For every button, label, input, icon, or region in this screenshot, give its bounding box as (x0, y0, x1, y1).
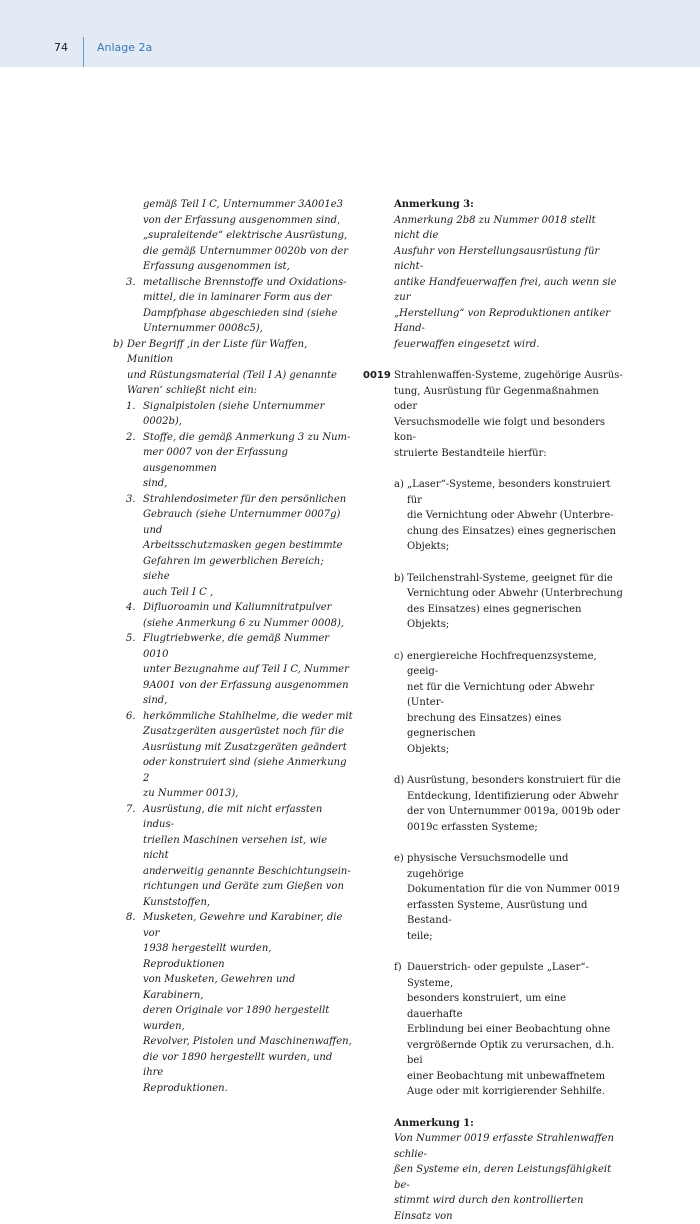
text-line: die vor 1890 hergestellt wurden, und ihre (143, 1050, 353, 1081)
text-line: Revolver, Pistolen und Maschinenwaffen, (143, 1034, 353, 1050)
text-line: Unternummer 0008c5), (143, 321, 353, 337)
text-line: richtungen und Geräte zum Gießen von (143, 879, 353, 895)
text-line: mittel, die in laminarer Form aus der (143, 290, 353, 306)
text-line: Entdeckung, Identifizierung oder Abwehr (407, 789, 623, 805)
list-item (113, 910, 353, 1096)
list-item (113, 709, 353, 802)
text-line: 1938 hergestellt wurden, Reproduktionen (143, 941, 353, 972)
sub-item (363, 851, 623, 944)
text-line: metallische Brennstoffe und Oxidations- (143, 275, 353, 291)
text-line: Der Begriff ‚in der Liste für Waffen, Munition (127, 337, 353, 368)
text-line: von Musketen, Gewehren und Karabinern, (143, 972, 353, 1003)
page-number: 74 (54, 41, 68, 54)
text-line: chung des Einsatzes) eines gegnerischen (407, 524, 623, 540)
text-line: deren Originale vor 1890 hergestellt wurden, (143, 1003, 353, 1034)
text-line: auch Teil I C , (143, 585, 353, 601)
sub-item (363, 773, 623, 835)
list-marker: 7. (126, 802, 136, 818)
text-line: Musketen, Gewehre und Karabiner, die vor (143, 910, 353, 941)
text-line: „Herstellung“ von Reproduktionen antiker Hand- (394, 306, 623, 337)
list-item (113, 802, 353, 911)
list-item (113, 631, 353, 709)
list-marker: 2. (126, 430, 136, 446)
page-header (0, 0, 700, 67)
list-marker: 5. (126, 631, 136, 647)
text-line: Erblindung bei einer Beobachtung ohne (407, 1022, 623, 1038)
text-line: des Einsatzes) eines gegnerischen Objekts; (407, 602, 623, 633)
text-line: sind, (143, 476, 353, 492)
text-line: net für die Vernichtung oder Abwehr (Unter- (407, 680, 623, 711)
note-3 (363, 197, 623, 352)
text-line: erfassten Systeme, Ausrüstung und Bestand- (407, 898, 623, 929)
text-line: der von Unternummer 0019a, 0019b oder (407, 804, 623, 820)
text-line: die Vernichtung oder Abwehr (Unterbre- (407, 508, 623, 524)
text-line: 9A001 von der Erfassung ausgenommen (143, 678, 353, 694)
note-heading: Anmerkung 1: (394, 1116, 623, 1132)
text-line: feuerwaffen eingesetzt wird. (394, 337, 623, 353)
text-line: Ausrüstung, die mit nicht erfassten indus- (143, 802, 353, 833)
text-line: sind, (143, 693, 353, 709)
sub-item (363, 477, 623, 555)
list-item (113, 337, 353, 399)
text-line: Ausrüstung mit Zusatzgeräten geändert (143, 740, 353, 756)
note-heading: Anmerkung 3: (394, 197, 623, 213)
text-line: teile; (407, 929, 623, 945)
text-line: brechung des Einsatzes) eines gegnerischen (407, 711, 623, 742)
text-line: 0002b), (143, 414, 353, 430)
text-line: (siehe Anmerkung 6 zu Nummer 0008), (143, 616, 353, 632)
text-line: physische Versuchsmodelle und zugehörige (407, 851, 623, 882)
note-1 (363, 1116, 623, 1224)
text-line: gemäß Teil I C, Unternummer 3A001e3 (143, 197, 353, 213)
header-divider (83, 37, 84, 67)
list-marker: e) (394, 851, 404, 867)
text-line: Arbeitsschutzmasken gegen bestimmte (143, 538, 353, 554)
text-line: „Laser“-Systeme, besonders konstruiert für (407, 477, 623, 508)
text-line: Gefahren im gewerblichen Bereich; siehe (143, 554, 353, 585)
text-line: Teilchenstrahl-Systeme, geeignet für die (407, 571, 623, 587)
text-line: stimmt wird durch den kontrollierten Einsatz von (394, 1193, 623, 1224)
text-line: vergrößernde Optik zu verursachen, d.h. bei (407, 1038, 623, 1069)
text-line: Dauerstrich- oder gepulste „Laser“-Systeme, (407, 960, 623, 991)
text-line: zu Nummer 0013), (143, 786, 353, 802)
list-marker: 3. (126, 275, 136, 291)
text-line: Dampfphase abgeschieden sind (siehe (143, 306, 353, 322)
text-line: Difluoroamin und Kaliumnitratpulver (143, 600, 353, 616)
list-marker: 4. (126, 600, 136, 616)
text-line: Objekts; (407, 742, 623, 758)
text-line: anderweitig genannte Beschichtungsein- (143, 864, 353, 880)
text-line: Reproduktionen. (143, 1081, 353, 1097)
text-line: Strahlenwaffen-Systeme, zugehörige Ausrüs- (394, 368, 623, 384)
text-line: unter Bezugnahme auf Teil I C, Nummer (143, 662, 353, 678)
text-line: Versuchsmodelle wie folgt und besonders kon- (394, 415, 623, 446)
text-line: triellen Maschinen versehen ist, wie nicht (143, 833, 353, 864)
text-line: Anmerkung 2b8 zu Nummer 0018 stellt nicht die (394, 213, 623, 244)
list-marker: b) (113, 337, 123, 353)
text-line: Zusatzgeräten ausgerüstet noch für die (143, 724, 353, 740)
text-line: Gebrauch (siehe Unternummer 0007g) und (143, 507, 353, 538)
list-marker: 6. (126, 709, 136, 725)
text-line: antike Handfeuerwaffen frei, auch wenn sie zur (394, 275, 623, 306)
list-marker: b) (394, 571, 404, 587)
text-line: Ausfuhr von Herstellungsausrüstung für nicht- (394, 244, 623, 275)
text-line: Von Nummer 0019 erfasste Strahlenwaffen schlie- (394, 1131, 623, 1162)
text-line: Vernichtung oder Abwehr (Unterbrechung (407, 586, 623, 602)
text-line: oder konstruiert sind (siehe Anmerkung 2 (143, 755, 353, 786)
text-line: mer 0007 von der Erfassung ausgenommen (143, 445, 353, 476)
continued-text (113, 197, 353, 275)
list-item (113, 430, 353, 492)
list-marker: f) (394, 960, 402, 976)
text-line: und Rüstungsmaterial (Teil I A) genannte (127, 368, 353, 384)
text-line: herkömmliche Stahlhelme, die weder mit (143, 709, 353, 725)
list-item (113, 275, 353, 337)
text-line: Ausrüstung, besonders konstruiert für die (407, 773, 623, 789)
text-line: besonders konstruiert, um eine dauerhafte (407, 991, 623, 1022)
entry-0019 (363, 368, 623, 461)
list-item (113, 600, 353, 631)
list-marker: 1. (126, 399, 136, 415)
sub-item (363, 960, 623, 1100)
text-line: „supraleitende“ elektrische Ausrüstung, (143, 228, 353, 244)
list-marker: 3. (126, 492, 136, 508)
sub-item (363, 649, 623, 758)
left-column (113, 197, 353, 1096)
text-line: energiereiche Hochfrequenzsysteme, geeig- (407, 649, 623, 680)
right-column (363, 197, 623, 1224)
text-line: Stoffe, die gemäß Anmerkung 3 zu Num- (143, 430, 353, 446)
text-line: struierte Bestandteile hierfür: (394, 446, 623, 462)
text-line: Strahlendosimeter für den persönlichen (143, 492, 353, 508)
text-line: Flugtriebwerke, die gemäß Nummer 0010 (143, 631, 353, 662)
list-item (113, 492, 353, 601)
text-line: Objekts; (407, 539, 623, 555)
section-title: Anlage 2a (97, 41, 152, 54)
sub-item (363, 571, 623, 633)
text-line: einer Beobachtung mit unbewaffnetem (407, 1069, 623, 1085)
text-line: Kunststoffen, (143, 895, 353, 911)
text-line: tung, Ausrüstung für Gegenmaßnahmen oder (394, 384, 623, 415)
text-line: Auge oder mit korrigierender Sehhilfe. (407, 1084, 623, 1100)
text-line: Waren‘ schließt nicht ein: (127, 383, 353, 399)
list-marker: d) (394, 773, 404, 789)
text-line: ßen Systeme ein, deren Leistungsfähigkeit be- (394, 1162, 623, 1193)
text-line: die gemäß Unternummer 0020b von der (143, 244, 353, 260)
list-marker: 8. (126, 910, 136, 926)
text-line: Dokumentation für die von Nummer 0019 (407, 882, 623, 898)
text-line: Signalpistolen (siehe Unternummer (143, 399, 353, 415)
list-marker: a) (394, 477, 404, 493)
text-line: von der Erfassung ausgenommen sind, (143, 213, 353, 229)
list-marker: c) (394, 649, 404, 665)
entry-number: 0019 (363, 368, 391, 384)
list-item (113, 399, 353, 430)
text-line: Erfassung ausgenommen ist, (143, 259, 353, 275)
text-line: 0019c erfassten Systeme; (407, 820, 623, 836)
